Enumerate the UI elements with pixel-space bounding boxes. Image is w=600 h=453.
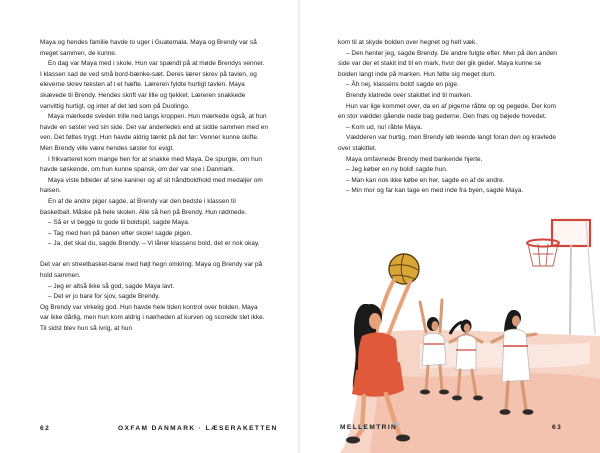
paragraph: – Min mor og far kan tage en med inde fra byen, sagde Maya.: [346, 187, 524, 195]
left-page: [0, 0, 298, 453]
right-running-title: MELLEMTRIN: [340, 424, 398, 431]
paragraph: – Jeg er altså ikke så god, sagde Maya lavt.: [48, 282, 175, 290]
paragraph: En af de andre piger sagde, at Brendy var den bedste i klassen til basketball. Måske på hele skolen. Alle så hen på Brendy. Hun rødmede.: [40, 197, 247, 216]
paragraph: – Man kan nok ikke købe en her, sagde en af de andre.: [346, 176, 505, 184]
paragraph: – Jeg køber en ny bold! sagde hun.: [346, 166, 448, 174]
right-page-number: 63: [552, 424, 563, 431]
paragraph: – Tag med hen på banen efter skole! sagde pigen.: [48, 229, 193, 237]
paragraph: – Kom ud, nu! råbte Maya.: [346, 123, 423, 131]
paragraph: I frikvarteret kom mange hen for at snakke med Maya. De spurgte, om hun havde søskende, om hun kunne spansk, om der var sne i Danmark.: [40, 155, 262, 174]
paragraph: – Ja, det skal du, sagde Brendy. – Vi låner klassens bold, det er nok okay.: [48, 240, 260, 248]
paragraph: – Den henter jeg, sagde Brendy. De andre fulgte efter. Men på den anden side var der et stakit ind til en mark, hvor der gik geder. Maya kunne se bolden langt inde på marken. Hun følte sig meget dum.: [338, 49, 558, 78]
paragraph: Maya og hendes familie havde to uger i Guatemala. Maya og Brendy var så meget sammen, de kunne.: [40, 39, 257, 57]
paragraph: Maya mærkede sveden trille ned langs kroppen. Hun mærkede også, at hun havde en søster ved sin side. Det var anderledes end at sidde sammen med en ven. Det føltes trygt. Hun havde aldrig tænkt på det før: Venner kunne skifte. Men Brendy ville være hendes søster for evigt.: [40, 113, 269, 152]
left-running-title: OXFAM DANMARK · LÆSERAKETTEN: [118, 425, 278, 432]
paragraph: Og Brendy var virkelig god. Hun havde hele tiden kontrol over bolden. Maya var ikke dårlig, men hun kom aldrig i nærheden af kurven og scorede slet ikke. Til sidst blev hun så ivrig, at hun: [40, 303, 265, 333]
left-page-body-text: [40, 38, 268, 335]
paragraph: – Så er vi begge to gode til boldspil, sagde Maya.: [48, 219, 190, 227]
right-page-body-text: [338, 38, 562, 197]
basketball-illustration: [300, 214, 600, 453]
paragraph: Det var en streetbasket-bane med højt hegn omkring. Maya og Brendy var på hold sammen.: [40, 261, 263, 280]
paragraph: – Åh nej, klassens bold! sagde en pige.: [346, 81, 459, 89]
paragraph: kom til at skyde bolden over hegnet og helt væk.: [338, 39, 478, 46]
paragraph: Vædderen var hurtig, men Brendy løb leende langt foran den og kravlede over stakittet.: [338, 134, 557, 152]
left-page-number: 62: [40, 425, 51, 432]
paragraph: Maya omfavnede Brendy med bankende hjerte.: [346, 155, 483, 163]
paragraph: Brendy klatrede over stakittet ind til marken.: [346, 91, 473, 99]
paragraph: En dag var Maya med i skole. Hun var spændt på at møde Brendys venner. I klassen sad de ved små bord-bænke-sæt. Deres lærer skrev på tavlen, og eleverne skrev teksten af i et hæfte. Læreren fyldte hurtigt tavlen. Maya skævede til Brendy. Hendes skrift var lille og tjekket. Læreren snakkede vanvittig hurtigt, og intet af det lød som på Duolingo.: [40, 60, 265, 110]
paragraph: – Det er jo bare for sjov, sagde Brendy.: [48, 293, 160, 301]
paragraph: Hun var lige kommet over, da en af pigerne råbte op og pegede. Der kom en stor vædder gående nede bag gederne. Den fnøs og bøjede hovedet.: [338, 102, 557, 121]
paragraph: Maya viste billeder af sine kaniner og af sit håndboldhold med medaljer om halsen.: [40, 176, 263, 195]
basketball-hoop: [527, 220, 595, 334]
